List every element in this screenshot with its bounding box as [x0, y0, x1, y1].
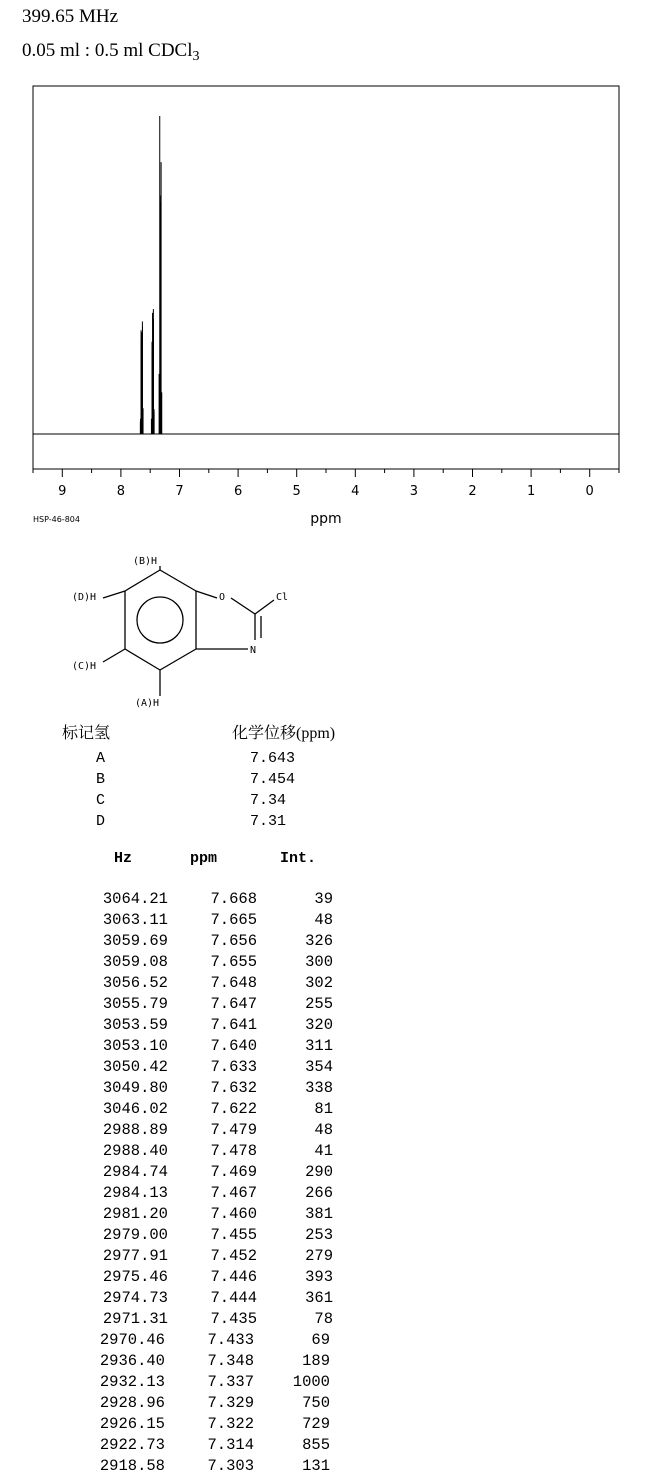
sample-main-text: 0.05 ml : 0.5 ml CDCl — [22, 40, 193, 61]
peak-int-cell: 81 — [314, 1100, 333, 1118]
peak-ppm-cell: 7.303 — [207, 1457, 254, 1475]
peak-int-cell: 266 — [305, 1184, 333, 1202]
peak-table-header-int: Int. — [280, 850, 317, 867]
assignment-shift: 7.34 — [250, 792, 287, 809]
peak-hz-cell: 2936.40 — [99, 1352, 165, 1370]
peak-hz-cell: 2988.40 — [102, 1142, 168, 1160]
peak-int-cell: 729 — [302, 1415, 330, 1433]
peak-table-row — [0, 1352, 652, 1373]
peak-table-row — [0, 1247, 652, 1268]
peak-table-row — [0, 1100, 652, 1121]
assignment-header-shift: 化学位移(ppm) — [232, 725, 336, 742]
peak-ppm-cell: 7.348 — [207, 1352, 254, 1370]
peak-ppm-cell: 7.433 — [207, 1331, 254, 1349]
peak-table-row — [0, 1079, 652, 1100]
peak-table-row — [0, 1394, 652, 1415]
peak-int-cell: 300 — [305, 953, 333, 971]
spectrum-id: HSP-46-804 — [33, 515, 80, 524]
peak-int-cell: 48 — [314, 1121, 333, 1139]
aromatic-ring-circle — [137, 597, 183, 643]
peak-ppm-cell: 7.314 — [207, 1436, 254, 1454]
molecule-structure — [0, 0, 652, 720]
peak-hz-cell: 3050.42 — [102, 1058, 168, 1076]
peak-ppm-cell: 7.435 — [210, 1310, 257, 1328]
peak-hz-cell: 2971.31 — [102, 1310, 168, 1328]
x-axis-tick-label: 6 — [233, 484, 243, 499]
peak-table-row — [0, 1142, 652, 1163]
peak-table-row — [0, 890, 652, 911]
peak-hz-cell: 2984.13 — [102, 1184, 168, 1202]
peak-ppm-cell: 7.479 — [210, 1121, 257, 1139]
x-axis-tick-label: 5 — [292, 484, 301, 499]
peak-int-cell: 253 — [305, 1226, 333, 1244]
assignment-shift: 7.643 — [250, 750, 296, 767]
peak-int-cell: 69 — [311, 1331, 330, 1349]
peak-hz-cell: 2981.20 — [102, 1205, 168, 1223]
spectrometer-frequency: 399.65 MHz — [22, 6, 119, 27]
peak-ppm-cell: 7.648 — [210, 974, 257, 992]
peak-hz-cell: 3053.10 — [102, 1037, 168, 1055]
x-axis-tick-label: 8 — [116, 484, 126, 499]
peak-int-cell: 78 — [314, 1310, 333, 1328]
peak-table-row — [0, 1436, 652, 1457]
peak-hz-cell: 2922.73 — [99, 1436, 165, 1454]
x-axis-tick-label: 7 — [175, 484, 184, 499]
peak-ppm-cell: 7.641 — [210, 1016, 257, 1034]
bond — [103, 649, 125, 662]
x-axis-tick-label: 0 — [585, 484, 594, 499]
atom-label-c: (C)H — [72, 661, 97, 672]
peak-ppm-cell: 7.322 — [207, 1415, 254, 1433]
peak-ppm-cell: 7.665 — [210, 911, 257, 929]
peak-ppm-cell: 7.467 — [210, 1184, 257, 1202]
peak-table-row — [0, 1373, 652, 1394]
peak-int-cell: 1000 — [292, 1373, 330, 1391]
peak-int-cell: 320 — [305, 1016, 333, 1034]
atom-label-o: O — [219, 592, 226, 603]
peak-table-row — [0, 1037, 652, 1058]
peak-ppm-cell: 7.656 — [210, 932, 257, 950]
peak-int-cell: 750 — [302, 1394, 330, 1412]
peak-hz-cell: 2928.96 — [99, 1394, 165, 1412]
peak-int-cell: 393 — [305, 1268, 333, 1286]
peak-table-row — [0, 1289, 652, 1310]
peak-hz-cell: 2988.89 — [102, 1121, 168, 1139]
peak-ppm-cell: 7.622 — [210, 1100, 257, 1118]
peak-hz-cell: 3055.79 — [102, 995, 168, 1013]
peak-table-row — [0, 1226, 652, 1247]
peak-int-cell: 302 — [305, 974, 333, 992]
peak-ppm-cell: 7.655 — [210, 953, 257, 971]
peak-ppm-cell: 7.668 — [210, 890, 257, 908]
peak-ppm-cell: 7.444 — [210, 1289, 257, 1307]
peak-ppm-cell: 7.455 — [210, 1226, 257, 1244]
peak-hz-cell: 3064.21 — [102, 890, 168, 908]
x-axis-label: ppm — [310, 511, 342, 527]
peak-table-header-ppm: ppm — [190, 850, 218, 867]
peak-table-row — [0, 1415, 652, 1436]
peak-table-header-hz: Hz — [114, 850, 133, 867]
peak-hz-cell: 2975.46 — [102, 1268, 168, 1286]
assignment-shift: 7.31 — [250, 813, 287, 830]
peak-table-row — [0, 1121, 652, 1142]
peak-hz-cell: 3059.69 — [102, 932, 168, 950]
x-axis-tick-label: 2 — [468, 484, 477, 499]
peak-hz-cell: 3059.08 — [102, 953, 168, 971]
peak-table-row — [0, 1016, 652, 1037]
bond — [160, 649, 196, 670]
bond — [196, 591, 217, 598]
x-axis-tick-label: 3 — [409, 484, 419, 499]
atom-label-a: (A)H — [135, 698, 160, 709]
peak-table-row — [0, 1163, 652, 1184]
peak-int-cell: 381 — [305, 1205, 333, 1223]
peak-int-cell: 48 — [314, 911, 333, 929]
peak-ppm-cell: 7.647 — [210, 995, 257, 1013]
atom-label-cl: Cl — [276, 592, 289, 603]
peak-hz-cell: 2977.91 — [102, 1247, 168, 1265]
peak-int-cell: 354 — [305, 1058, 333, 1076]
assignment-label: C — [96, 792, 106, 809]
peak-int-cell: 189 — [302, 1352, 330, 1370]
peak-hz-cell: 2974.73 — [102, 1289, 168, 1307]
peak-hz-cell: 3053.59 — [102, 1016, 168, 1034]
peak-hz-cell: 3046.02 — [102, 1100, 168, 1118]
peak-table-row — [0, 1310, 652, 1331]
bond — [255, 600, 274, 614]
peak-table-row — [0, 1205, 652, 1226]
peak-hz-cell: 3056.52 — [102, 974, 168, 992]
peak-hz-cell: 3063.11 — [102, 911, 168, 929]
peak-table-row — [0, 1331, 652, 1352]
assignment-shift: 7.454 — [250, 771, 296, 788]
peak-table-row — [0, 1268, 652, 1289]
peak-ppm-cell: 7.640 — [210, 1037, 257, 1055]
peak-table-row — [0, 953, 652, 974]
assignment-label: B — [96, 771, 106, 788]
peak-table-row — [0, 974, 652, 995]
peak-hz-cell: 2918.58 — [99, 1457, 165, 1475]
peak-table-row — [0, 1058, 652, 1079]
peak-int-cell: 279 — [305, 1247, 333, 1265]
x-axis-tick-label: 9 — [58, 484, 67, 499]
peak-hz-cell: 2926.15 — [99, 1415, 165, 1433]
peak-ppm-cell: 7.452 — [210, 1247, 257, 1265]
bond — [125, 570, 160, 591]
sample-subscript: 3 — [192, 49, 200, 64]
bond — [103, 591, 125, 598]
peak-ppm-cell: 7.329 — [207, 1394, 254, 1412]
peak-hz-cell: 2970.46 — [99, 1331, 165, 1349]
peak-int-cell: 255 — [305, 995, 333, 1013]
x-axis-tick-label: 4 — [351, 484, 360, 499]
peak-hz-cell: 2932.13 — [99, 1373, 165, 1391]
peak-ppm-cell: 7.478 — [210, 1142, 257, 1160]
assignment-label: D — [96, 813, 106, 830]
peak-ppm-cell: 7.469 — [210, 1163, 257, 1181]
peak-ppm-cell: 7.632 — [210, 1079, 257, 1097]
assignment-header-label: 标记氢 — [62, 725, 111, 742]
peak-table-row — [0, 1184, 652, 1205]
x-axis-tick-label: 1 — [526, 484, 536, 499]
peak-int-cell: 338 — [305, 1079, 333, 1097]
peak-table-row — [0, 911, 652, 932]
peak-int-cell: 41 — [314, 1142, 333, 1160]
peak-int-cell: 326 — [305, 932, 333, 950]
atom-label-b: (B)H — [133, 556, 158, 567]
peak-hz-cell: 2979.00 — [102, 1226, 168, 1244]
peak-int-cell: 131 — [302, 1457, 330, 1475]
peak-hz-cell: 3049.80 — [102, 1079, 168, 1097]
peak-int-cell: 290 — [305, 1163, 333, 1181]
peak-table-row — [0, 1457, 652, 1478]
bond — [160, 570, 196, 591]
peak-int-cell: 855 — [302, 1436, 330, 1454]
peak-ppm-cell: 7.460 — [210, 1205, 257, 1223]
peak-int-cell: 39 — [314, 890, 333, 908]
peak-table-row — [0, 932, 652, 953]
peak-table-row — [0, 995, 652, 1016]
bond — [231, 598, 255, 614]
peak-hz-cell: 2984.74 — [102, 1163, 168, 1181]
bond — [125, 649, 160, 670]
peak-ppm-cell: 7.446 — [210, 1268, 257, 1286]
atom-label-d: (D)H — [72, 592, 97, 603]
peak-int-cell: 311 — [305, 1037, 333, 1055]
atom-label-n: N — [250, 645, 257, 656]
peak-ppm-cell: 7.633 — [210, 1058, 257, 1076]
assignment-label: A — [96, 750, 106, 767]
peak-ppm-cell: 7.337 — [207, 1373, 254, 1391]
peak-int-cell: 361 — [305, 1289, 333, 1307]
